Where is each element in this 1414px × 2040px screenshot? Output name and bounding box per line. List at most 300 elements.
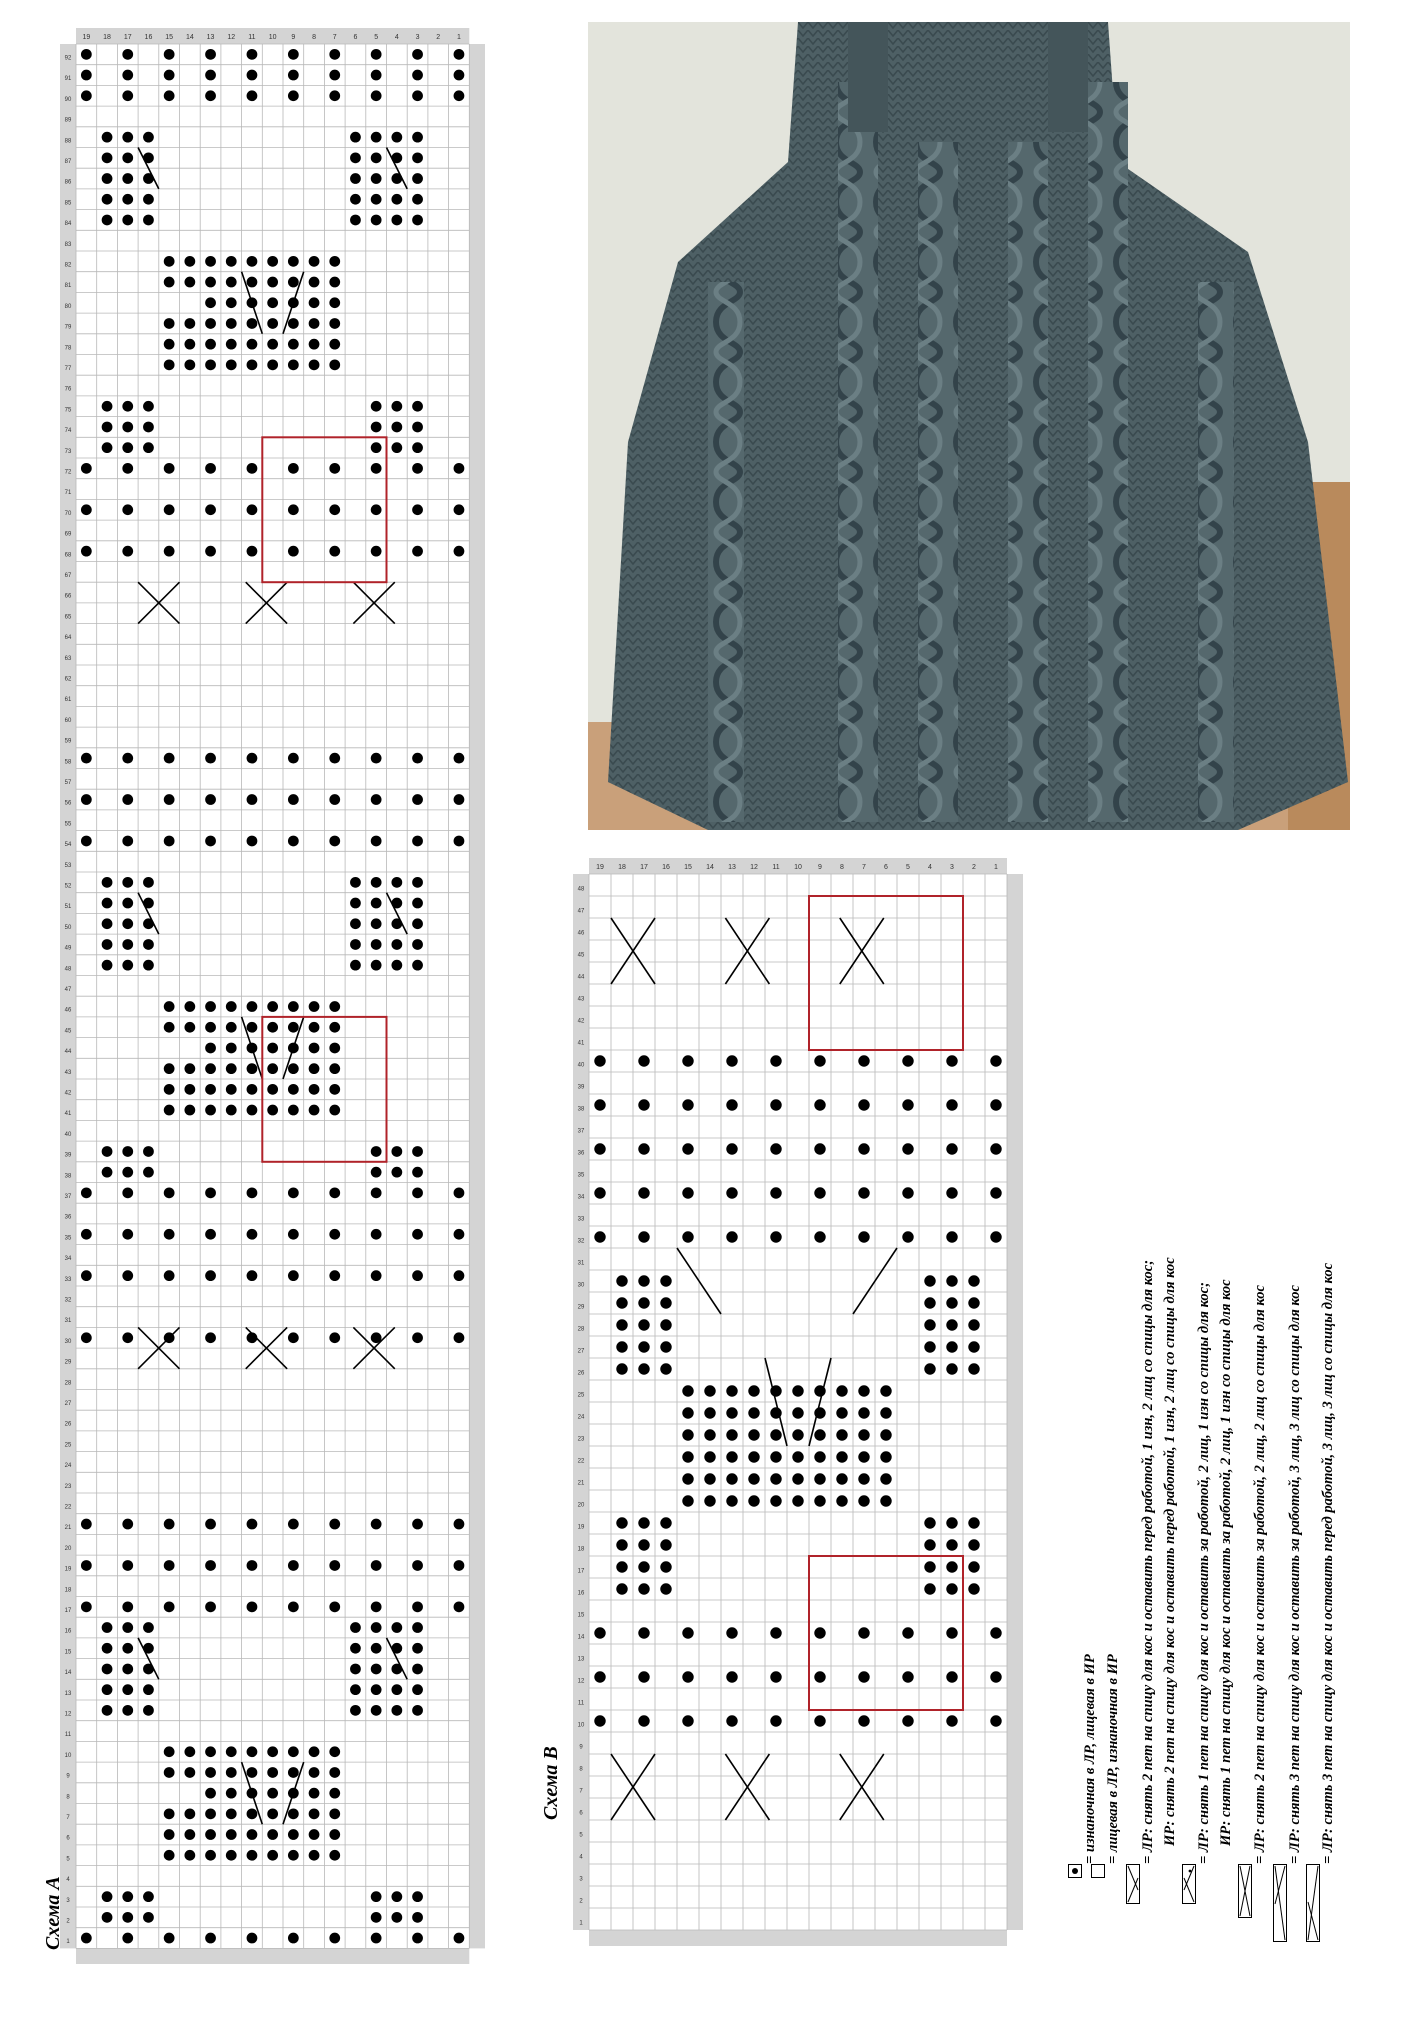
purl-stitch xyxy=(371,1643,382,1654)
purl-stitch xyxy=(412,442,423,453)
purl-stitch xyxy=(309,1808,320,1819)
purl-stitch xyxy=(205,277,216,288)
purl-stitch xyxy=(247,1829,258,1840)
purl-stitch xyxy=(122,442,133,453)
purl-stitch xyxy=(454,1187,465,1198)
purl-stitch xyxy=(247,339,258,350)
purl-stitch xyxy=(329,1788,340,1799)
purl-stitch xyxy=(247,359,258,370)
purl-stitch xyxy=(770,1231,781,1242)
purl-stitch xyxy=(226,297,237,308)
purl-stitch xyxy=(288,1063,299,1074)
stitch-number: 36 xyxy=(64,1214,72,1221)
purl-stitch xyxy=(682,1231,693,1242)
stitch-number: 81 xyxy=(64,283,72,290)
purl-stitch xyxy=(309,1829,320,1840)
purl-stitch xyxy=(371,1664,382,1675)
purl-stitch xyxy=(309,277,320,288)
purl-stitch xyxy=(454,546,465,557)
purl-stitch xyxy=(309,1746,320,1757)
purl-stitch xyxy=(412,1664,423,1675)
purl-stitch xyxy=(704,1451,715,1462)
purl-stitch xyxy=(682,1451,693,1462)
purl-stitch xyxy=(726,1407,737,1418)
purl-stitch xyxy=(164,1229,175,1240)
purl-stitch xyxy=(205,794,216,805)
purl-stitch xyxy=(164,1808,175,1819)
cable-2-1-back-icon xyxy=(1182,1864,1196,1904)
stitch-number: 36 xyxy=(577,1150,585,1157)
stitch-number: 6 xyxy=(66,1835,70,1842)
purl-stitch xyxy=(350,1643,361,1654)
stitch-number: 72 xyxy=(64,469,72,476)
stitch-number: 4 xyxy=(579,1854,583,1861)
purl-stitch xyxy=(184,359,195,370)
purl-stitch xyxy=(770,1143,781,1154)
chart-a-title: Схема А xyxy=(42,1876,64,1950)
row-number: 15 xyxy=(684,864,692,871)
stitch-number: 24 xyxy=(577,1414,585,1421)
stitch-number: 35 xyxy=(64,1235,72,1242)
purl-stitch xyxy=(122,1622,133,1633)
purl-stitch xyxy=(968,1275,979,1286)
stitch-number: 10 xyxy=(577,1722,585,1729)
purl-stitch xyxy=(814,1627,825,1638)
stitch-number: 29 xyxy=(64,1359,72,1366)
purl-stitch xyxy=(329,318,340,329)
purl-stitch xyxy=(924,1561,935,1572)
purl-stitch xyxy=(122,898,133,909)
purl-stitch xyxy=(412,960,423,971)
purl-stitch xyxy=(205,1746,216,1757)
purl-stitch xyxy=(102,401,113,412)
stitch-number: 27 xyxy=(64,1401,72,1408)
purl-stitch xyxy=(329,1001,340,1012)
purl-stitch xyxy=(770,1627,781,1638)
stitch-number: 6 xyxy=(579,1810,583,1817)
purl-stitch xyxy=(391,401,402,412)
row-number: 2 xyxy=(436,34,441,41)
legend-line-1: = изнаночная в ЛР, лицевая в ИР xyxy=(1082,1654,1098,1864)
purl-stitch xyxy=(288,1767,299,1778)
purl-stitch xyxy=(122,794,133,805)
purl-stitch xyxy=(371,794,382,805)
purl-stitch xyxy=(660,1319,671,1330)
purl-stitch xyxy=(329,1332,340,1343)
purl-stitch xyxy=(329,504,340,515)
purl-stitch xyxy=(660,1341,671,1352)
purl-stitch xyxy=(205,90,216,101)
purl-stitch xyxy=(371,442,382,453)
purl-stitch xyxy=(814,1671,825,1682)
purl-stitch xyxy=(288,546,299,557)
purl-stitch xyxy=(164,90,175,101)
purl-stitch xyxy=(371,898,382,909)
stitch-number: 49 xyxy=(64,945,72,952)
purl-stitch xyxy=(81,1933,92,1944)
stitch-number: 28 xyxy=(64,1380,72,1387)
purl-stitch xyxy=(412,1643,423,1654)
purl-stitch xyxy=(371,194,382,205)
purl-stitch xyxy=(412,1912,423,1923)
purl-stitch xyxy=(412,463,423,474)
purl-stitch xyxy=(412,1601,423,1612)
purl-stitch xyxy=(412,836,423,847)
purl-stitch xyxy=(164,1270,175,1281)
purl-stitch xyxy=(350,152,361,163)
purl-stitch xyxy=(880,1407,891,1418)
purl-stitch xyxy=(247,753,258,764)
purl-stitch xyxy=(309,256,320,267)
purl-stitch xyxy=(81,1270,92,1281)
purl-stitch xyxy=(81,49,92,60)
purl-stitch xyxy=(371,152,382,163)
purl-stitch xyxy=(205,836,216,847)
stitch-number: 22 xyxy=(577,1458,585,1465)
stitch-number: 62 xyxy=(64,676,72,683)
stitch-number: 14 xyxy=(577,1634,585,1641)
purl-stitch xyxy=(267,1808,278,1819)
purl-stitch xyxy=(454,70,465,81)
purl-stitch xyxy=(682,1495,693,1506)
purl-stitch xyxy=(814,1099,825,1110)
purl-stitch xyxy=(122,1912,133,1923)
stitch-number: 13 xyxy=(64,1690,72,1697)
purl-stitch xyxy=(329,1601,340,1612)
purl-stitch xyxy=(247,318,258,329)
stitch-number: 61 xyxy=(64,697,72,704)
row-number: 19 xyxy=(596,864,604,871)
purl-stitch xyxy=(616,1319,627,1330)
stitch-number: 32 xyxy=(577,1238,585,1245)
legend-line-8: = ЛР: снять 3 пет на спицу для кос и оставить за работой, 3 лиц, 3 лиц со спицы для кос xyxy=(1287,1285,1303,1864)
stitch-number: 91 xyxy=(64,76,72,83)
purl-stitch xyxy=(770,1099,781,1110)
purl-stitch xyxy=(616,1517,627,1528)
stitch-number: 46 xyxy=(577,930,585,937)
stitch-number: 12 xyxy=(577,1678,585,1685)
purl-stitch xyxy=(288,1022,299,1033)
row-number: 9 xyxy=(291,34,296,41)
purl-stitch xyxy=(226,1001,237,1012)
purl-stitch xyxy=(990,1187,1001,1198)
purl-stitch xyxy=(726,1473,737,1484)
purl-stitch xyxy=(267,339,278,350)
purl-stitch xyxy=(946,1561,957,1572)
purl-stitch xyxy=(412,49,423,60)
purl-stitch xyxy=(122,90,133,101)
purl-stitch xyxy=(164,546,175,557)
purl-stitch xyxy=(682,1385,693,1396)
purl-stitch xyxy=(102,1912,113,1923)
purl-stitch xyxy=(682,1143,693,1154)
purl-stitch xyxy=(267,318,278,329)
purl-stitch xyxy=(946,1539,957,1550)
purl-stitch xyxy=(350,1705,361,1716)
purl-stitch xyxy=(122,173,133,184)
purl-stitch xyxy=(858,1473,869,1484)
purl-stitch xyxy=(102,442,113,453)
purl-stitch xyxy=(371,546,382,557)
purl-stitch xyxy=(122,70,133,81)
stitch-number: 73 xyxy=(64,448,72,455)
purl-stitch xyxy=(288,1332,299,1343)
stitch-number: 69 xyxy=(64,531,72,538)
purl-stitch xyxy=(122,215,133,226)
purl-stitch xyxy=(412,1146,423,1157)
row-number: 6 xyxy=(884,864,888,871)
purl-stitch xyxy=(329,753,340,764)
purl-stitch xyxy=(726,1627,737,1638)
purl-stitch xyxy=(350,173,361,184)
purl-stitch xyxy=(205,1001,216,1012)
purl-stitch xyxy=(288,1084,299,1095)
stitch-number: 19 xyxy=(577,1524,585,1531)
purl-stitch xyxy=(836,1385,847,1396)
row-number: 13 xyxy=(206,34,215,41)
purl-stitch xyxy=(350,215,361,226)
stitch-number: 56 xyxy=(64,800,72,807)
purl-stitch xyxy=(329,359,340,370)
purl-stitch xyxy=(946,1715,957,1726)
purl-stitch xyxy=(309,1767,320,1778)
stitch-number: 2 xyxy=(66,1918,70,1925)
row-number: 2 xyxy=(972,864,976,871)
purl-stitch xyxy=(880,1473,891,1484)
stitch-number: 1 xyxy=(579,1920,583,1927)
stitch-number: 5 xyxy=(66,1856,70,1863)
purl-stitch xyxy=(858,1671,869,1682)
purl-stitch xyxy=(226,1746,237,1757)
purl-stitch xyxy=(946,1341,957,1352)
row-number: 11 xyxy=(248,34,256,41)
purl-stitch xyxy=(858,1187,869,1198)
stitch-number: 7 xyxy=(66,1815,70,1822)
purl-stitch xyxy=(288,1229,299,1240)
purl-stitch xyxy=(329,256,340,267)
stitch-number: 77 xyxy=(64,366,72,373)
row-number: 10 xyxy=(268,34,277,41)
stitch-number: 75 xyxy=(64,407,72,414)
sweater-photo xyxy=(588,22,1350,830)
purl-stitch xyxy=(205,1332,216,1343)
purl-stitch xyxy=(412,898,423,909)
purl-stitch xyxy=(267,1746,278,1757)
purl-stitch xyxy=(288,49,299,60)
purl-stitch xyxy=(143,422,154,433)
purl-stitch xyxy=(288,504,299,515)
purl-stitch xyxy=(164,463,175,474)
purl-stitch xyxy=(968,1363,979,1374)
purl-stitch xyxy=(267,297,278,308)
row-number: 17 xyxy=(640,864,648,871)
row-number: 10 xyxy=(794,864,802,871)
purl-stitch xyxy=(454,1270,465,1281)
stitch-number: 82 xyxy=(64,262,72,269)
purl-stitch xyxy=(122,1705,133,1716)
purl-stitch xyxy=(267,1767,278,1778)
stitch-number: 16 xyxy=(577,1590,585,1597)
purl-stitch xyxy=(122,939,133,950)
purl-stitch xyxy=(122,1560,133,1571)
purl-stitch xyxy=(288,1187,299,1198)
purl-stitch xyxy=(594,1187,605,1198)
purl-stitch xyxy=(638,1297,649,1308)
purl-stitch xyxy=(226,1829,237,1840)
stitch-number: 18 xyxy=(64,1587,72,1594)
purl-stitch xyxy=(164,1001,175,1012)
purl-stitch xyxy=(226,256,237,267)
purl-stitch xyxy=(616,1341,627,1352)
purl-stitch xyxy=(770,1055,781,1066)
stitch-number: 8 xyxy=(579,1766,583,1773)
purl-stitch xyxy=(638,1143,649,1154)
legend-line-9: = ЛР: снять 3 пет на спицу для кос и оставить перед работой, 3 лиц, 3 лиц со спицы для кос xyxy=(1320,1262,1336,1864)
purl-stitch xyxy=(309,1084,320,1095)
legend-line-7: = ЛР: снять 2 пет на спицу для кос и оставить за работой, 2 лиц, 2 лиц со спицы для кос xyxy=(1252,1285,1268,1864)
purl-stitch xyxy=(184,1022,195,1033)
purl-stitch xyxy=(371,1912,382,1923)
purl-stitch xyxy=(858,1099,869,1110)
purl-stitch xyxy=(902,1715,913,1726)
purl-stitch xyxy=(329,1850,340,1861)
row-number: 18 xyxy=(618,864,626,871)
purl-stitch xyxy=(836,1495,847,1506)
purl-stitch xyxy=(164,836,175,847)
purl-stitch xyxy=(371,504,382,515)
purl-stitch xyxy=(748,1451,759,1462)
purl-stitch xyxy=(288,1746,299,1757)
purl-stitch xyxy=(924,1297,935,1308)
purl-stitch xyxy=(102,939,113,950)
purl-stitch xyxy=(880,1495,891,1506)
purl-stitch xyxy=(205,1560,216,1571)
purl-stitch xyxy=(616,1539,627,1550)
stitch-number: 35 xyxy=(577,1172,585,1179)
purl-stitch xyxy=(616,1363,627,1374)
purl-stitch xyxy=(371,1705,382,1716)
stitch-number: 41 xyxy=(64,1111,72,1118)
purl-stitch xyxy=(858,1407,869,1418)
purl-stitch xyxy=(122,918,133,929)
stitch-number: 47 xyxy=(577,908,585,915)
purl-stitch xyxy=(371,753,382,764)
purl-stitch xyxy=(814,1187,825,1198)
stitch-number: 20 xyxy=(577,1502,585,1509)
purl-stitch xyxy=(122,1601,133,1612)
purl-stitch xyxy=(371,836,382,847)
row-number: 11 xyxy=(772,864,780,871)
purl-stitch xyxy=(814,1231,825,1242)
purl-stitch xyxy=(726,1495,737,1506)
purl-stitch xyxy=(660,1363,671,1374)
purl-stitch xyxy=(205,1187,216,1198)
purl-stitch xyxy=(226,1767,237,1778)
purl-stitch xyxy=(638,1319,649,1330)
purl-stitch xyxy=(226,318,237,329)
purl-stitch xyxy=(968,1583,979,1594)
purl-stitch xyxy=(638,1715,649,1726)
purl-stitch xyxy=(122,1519,133,1530)
purl-stitch xyxy=(102,960,113,971)
purl-stitch xyxy=(164,1746,175,1757)
purl-stitch xyxy=(205,753,216,764)
purl-stitch xyxy=(329,1270,340,1281)
purl-stitch xyxy=(205,1084,216,1095)
purl-stitch xyxy=(968,1517,979,1528)
chart-b-grid xyxy=(573,858,1023,1946)
purl-stitch xyxy=(946,1583,957,1594)
purl-stitch xyxy=(267,1850,278,1861)
purl-stitch xyxy=(770,1451,781,1462)
stitch-number: 25 xyxy=(64,1442,72,1449)
purl-stitch xyxy=(164,794,175,805)
purl-stitch xyxy=(164,1850,175,1861)
row-number: 16 xyxy=(662,864,670,871)
purl-stitch xyxy=(122,1146,133,1157)
purl-stitch xyxy=(968,1561,979,1572)
purl-stitch xyxy=(247,1850,258,1861)
purl-stitch xyxy=(205,1933,216,1944)
purl-stitch xyxy=(946,1517,957,1528)
purl-stitch xyxy=(371,1146,382,1157)
stitch-number: 20 xyxy=(64,1545,72,1552)
purl-stitch xyxy=(143,194,154,205)
stitch-number: 25 xyxy=(577,1392,585,1399)
purl-stitch xyxy=(616,1275,627,1286)
purl-stitch xyxy=(412,1684,423,1695)
purl-stitch xyxy=(164,1933,175,1944)
purl-stitch xyxy=(288,463,299,474)
legend-line-4: ИР: снять 2 пет на спицу для кос и оставить перед работой, 1 изн, 2 лиц со спицы для кос xyxy=(1162,1257,1178,1846)
purl-stitch xyxy=(122,49,133,60)
purl-stitch xyxy=(990,1231,1001,1242)
stitch-number: 21 xyxy=(64,1525,72,1532)
purl-stitch xyxy=(247,1063,258,1074)
purl-stitch xyxy=(660,1517,671,1528)
purl-stitch xyxy=(792,1473,803,1484)
purl-stitch xyxy=(350,939,361,950)
purl-stitch xyxy=(164,359,175,370)
purl-stitch xyxy=(836,1451,847,1462)
stitch-number: 1 xyxy=(66,1939,70,1946)
purl-stitch xyxy=(836,1429,847,1440)
purl-stitch xyxy=(81,1229,92,1240)
purl-stitch xyxy=(288,1933,299,1944)
purl-stitch xyxy=(990,1099,1001,1110)
purl-stitch xyxy=(371,1684,382,1695)
purl-stitch xyxy=(638,1561,649,1572)
purl-stitch xyxy=(309,1022,320,1033)
purl-stitch xyxy=(412,877,423,888)
purl-stitch xyxy=(412,70,423,81)
purl-stitch xyxy=(143,1891,154,1902)
purl-stitch xyxy=(682,1407,693,1418)
purl-stitch xyxy=(371,1933,382,1944)
purl-stitch xyxy=(247,1229,258,1240)
purl-stitch xyxy=(329,1229,340,1240)
purl-stitch xyxy=(143,960,154,971)
stitch-number: 15 xyxy=(577,1612,585,1619)
purl-stitch xyxy=(748,1473,759,1484)
purl-stitch xyxy=(454,1560,465,1571)
row-number: 1 xyxy=(456,34,461,41)
legend-line-6: ИР: снять 1 пет на спицу для кос и оставить за работой, 2 лиц, 1 изн со спицы для кос xyxy=(1218,1279,1234,1846)
purl-stitch xyxy=(704,1407,715,1418)
purl-stitch xyxy=(102,152,113,163)
purl-stitch xyxy=(122,960,133,971)
purl-stitch xyxy=(309,1043,320,1054)
